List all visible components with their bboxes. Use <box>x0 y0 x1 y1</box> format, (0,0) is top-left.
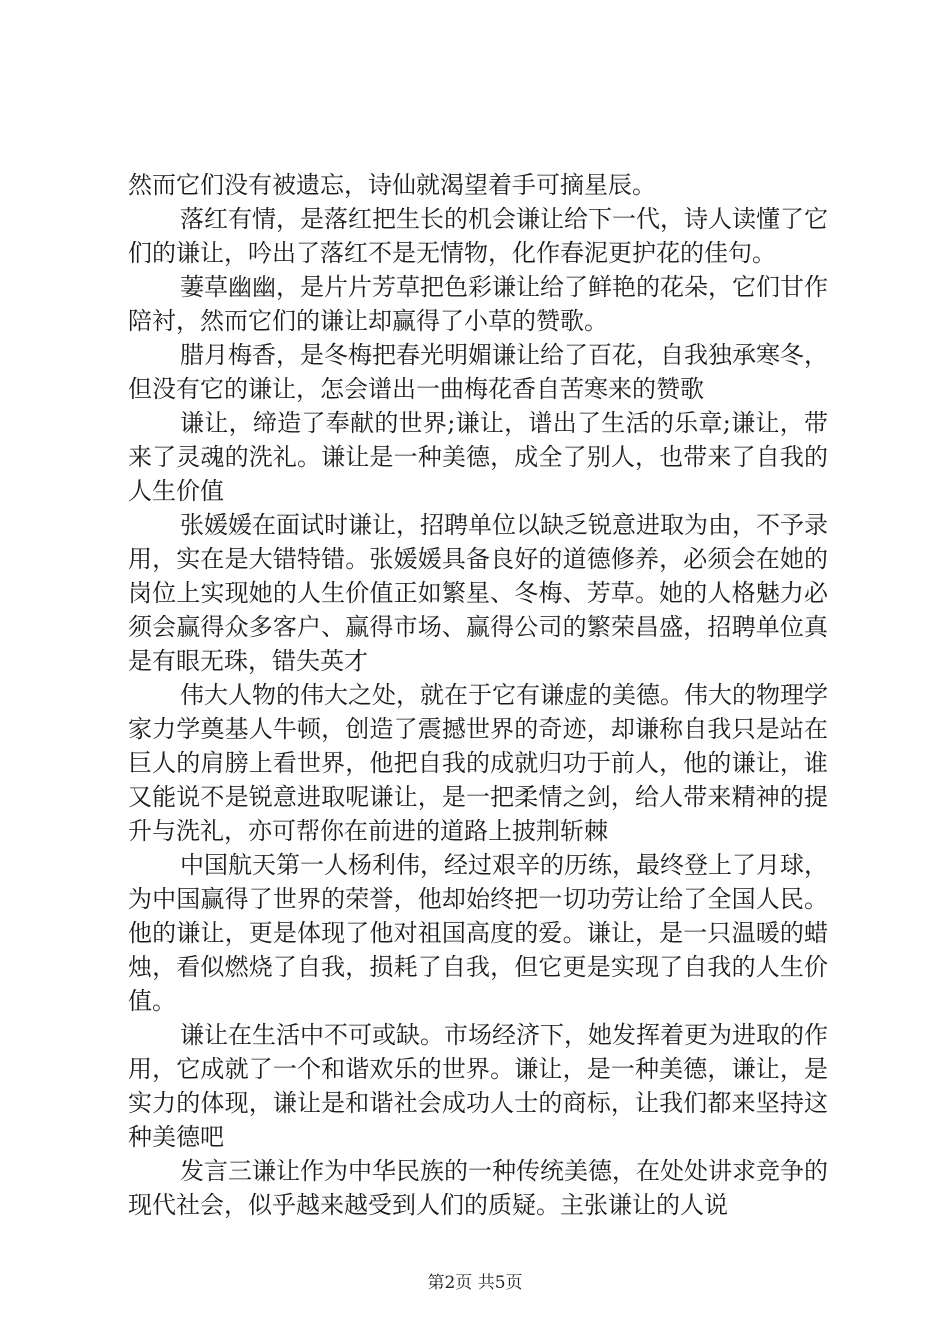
paragraph: 然而它们没有被遗忘，诗仙就渴望着手可摘星辰。 <box>128 171 656 199</box>
paragraph: 谦让，缔造了奉献的世界;谦让，谱出了生活的乐章;谦让，带来了灵魂的洗礼。谦让是一种美德，成全了别人，也带来了自我的人生价值 <box>128 409 828 505</box>
paragraph: 中国航天第一人杨利伟，经过艰辛的历练，最终登上了月球，为中国赢得了世界的荣誉，他却始终把一切功劳让给了全国人民。他的谦让，更是体现了他对祖国高度的爱。谦让，是一只温暖的蜡烛，看似燃烧了自我，损耗了自我，但它更是实现了自我的人生价值。 <box>128 851 828 1015</box>
document-body <box>128 168 828 1222</box>
paragraph: 腊月梅香，是冬梅把春光明媚谦让给了百花，自我独承寒冬，但没有它的谦让，怎会谱出一曲梅花香自苦寒来的赞歌 <box>128 341 828 403</box>
paragraph: 谦让在生活中不可或缺。市场经济下，她发挥着更为进取的作用，它成就了一个和谐欢乐的世界。谦让，是一种美德，谦让，是实力的体现，谦让是和谐社会成功人士的商标，让我们都来坚持这种美德吧 <box>128 1021 828 1151</box>
paragraph: 伟大人物的伟大之处，就在于它有谦虚的美德。伟大的物理学家力学奠基人牛顿，创造了震撼世界的奇迹，却谦称自我只是站在巨人的肩膀上看世界，他把自我的成就归功于前人，他的谦让，谁又能说不是锐意进取呢谦让，是一把柔情之剑，给人带来精神的提升与洗礼，亦可帮你在前进的道路上披荆斩棘 <box>128 681 828 845</box>
paragraph: 张媛媛在面试时谦让，招聘单位以缺乏锐意进取为由，不予录用，实在是大错特错。张媛媛具备良好的道德修养，必须会在她的岗位上实现她的人生价值正如繁星、冬梅、芳草。她的人格魅力必须会赢得众多客户、赢得市场、赢得公司的繁荣昌盛，招聘单位真是有眼无珠，错失英才 <box>128 511 828 675</box>
paragraph: 落红有情，是落红把生长的机会谦让给下一代，诗人读懂了它们的谦让，吟出了落红不是无情物，化作春泥更护花的佳句。 <box>128 205 828 267</box>
page-footer: 第2页 共5页 <box>427 1273 523 1293</box>
paragraph: 萋草幽幽，是片片芳草把色彩谦让给了鲜艳的花朵，它们甘作陪衬，然而它们的谦让却赢得了小草的赞歌。 <box>128 273 828 335</box>
paragraph: 发言三谦让作为中华民族的一种传统美德，在处处讲求竞争的现代社会，似乎越来越受到人们的质疑。主张谦让的人说 <box>128 1157 828 1219</box>
